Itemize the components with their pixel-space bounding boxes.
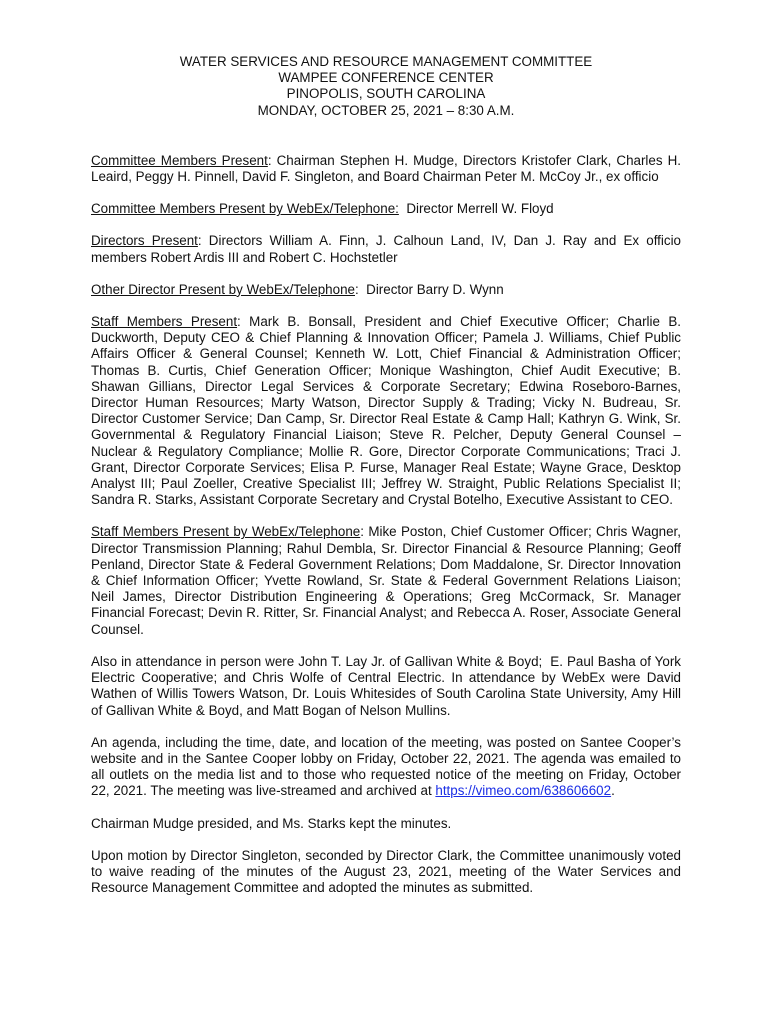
committee-members-webex bbox=[91, 201, 681, 217]
minutes-motion: Upon motion by Director Singleton, seconded by Director Clark, the Committee unanimously voted to waive reading of the minutes of the August 23, 2021, meeting of the Water Services and Resource Management Committee and adopted the minutes as submitted. bbox=[91, 847, 681, 896]
header-venue: WAMPEE CONFERENCE CENTER bbox=[278, 70, 494, 86]
header-date-time: MONDAY, OCTOBER 25, 2021 – 8:30 A.M. bbox=[257, 102, 515, 118]
directors-present-text: : Directors William A. Finn, J. Calhoun Land, IV, Dan J. Ray and Ex officio members Robert Ardis III and Robert C. Hochstetler bbox=[91, 233, 681, 265]
staff-webex-label: Staff Members Present by WebEx/Telephone bbox=[91, 524, 361, 540]
staff-present-label: Staff Members Present bbox=[91, 314, 238, 330]
document-page bbox=[91, 54, 685, 912]
committee-members-text: : Chairman Stephen H. Mudge, Directors Kristofer Clark, Charles H. Leaird, Peggy H. Pinnell, David F. Singleton, and Board Chairman Peter M. McCoy Jr., ex officio bbox=[91, 152, 681, 185]
agenda-text: An agenda, including the time, date, and location of the meeting, was posted on Santee Cooper’s website and in the Santee Cooper lobby on Friday, October 22, 2021. The agenda was emailed to all outlets on the media list and to those who requested notice of the meeting on Friday, October 22, 2021. The meeting was live-streamed and archived at bbox=[91, 734, 681, 799]
staff-webex-text: : Mike Poston, Chief Customer Officer; Chris Wagner, Director Transmission Planning; Rahul Dembla, Sr. Director Financial & Resource Planning; Geoff Penland, Director State & Federal Government Relations; Dom Maddalone, Sr. Director Innovation & Chief Information Officer; Yvette Rowland, Sr. State & Federal Government Relations Liaison; Neil James, Director Distribution Engineering & Operations; Greg McCormack, Sr. Manager Financial Forecast; Devin R. Ritter, Sr. Financial Analyst; and Rebecca A. Roser, Associate General Counsel. bbox=[91, 524, 681, 637]
agenda-notice bbox=[91, 735, 681, 800]
document-header bbox=[91, 54, 681, 119]
committee-members-present bbox=[91, 153, 681, 185]
other-director-label: Other Director Present by WebEx/Telephone bbox=[91, 281, 355, 297]
other-director-webex bbox=[91, 282, 681, 298]
staff-members-webex bbox=[91, 524, 681, 637]
staff-members-present bbox=[91, 314, 681, 508]
committee-members-label: Committee Members Present bbox=[91, 152, 268, 168]
committee-webex-text: Director Merrell W. Floyd bbox=[398, 201, 554, 217]
directors-present-label: Directors Present bbox=[91, 233, 198, 249]
directors-present bbox=[91, 233, 681, 265]
committee-webex-label: Committee Members Present by WebEx/Telephone: bbox=[91, 201, 399, 217]
also-in-attendance: Also in attendance in person were John T. Lay Jr. of Gallivan White & Boyd; E. Paul Basha of York Electric Cooperative; and Chris Wolfe of Central Electric. In attendance by WebEx were David Wathen of Willis Towers Watson, Dr. Louis Whitesides of South Carolina State University, Amy Hill of Gallivan White & Boyd, and Matt Bogan of Nelson Mullins. bbox=[91, 653, 685, 718]
vimeo-archive-link[interactable]: https://vimeo.com/638606602 bbox=[435, 783, 612, 799]
agenda-end: . bbox=[611, 783, 615, 799]
staff-present-text: : Mark B. Bonsall, President and Chief Executive Officer; Charlie B. Duckworth, Deputy CEO & Chief Planning & Innovation Officer; Pamela J. Williams, Chief Public Affairs Officer & General Counsel; Kenneth W. Lott, Chief Financial & Administration Officer; Thomas B. Curtis, Chief Generation Officer; Monique Washington, Chief Audit Executive; B. Shawan Gillians, Director Legal Services & Corporate Secretary; Edwina Roseboro-Barnes, Director Human Resources; Marty Watson, Director Supply & Trading; Vicky N. Budreau, Sr. Director Customer Service; Dan Camp, Sr. Director Real Estate & Camp Hall; Kathryn G. Wink, Sr. Governmental & Regulatory Financial Liaison; Steve R. Pelcher, Deputy General Counsel – Nuclear & Regulatory Compliance; Mollie R. Gore, Director Corporate Communications; Traci J. Grant, Director Corporate Services; Elisa P. Furse, Manager Real Estate; Wayne Grace, Desktop Analyst III; Paul Zoeller, Creative Specialist III; Jeffrey W. Straight, Public Relations Specialist II; Sandra R. Starks, Assistant Corporate Secretary and Crystal Botelho, Executive Assistant to CEO. bbox=[91, 314, 681, 508]
other-director-text: : Director Barry D. Wynn bbox=[354, 281, 504, 297]
presided-statement: Chairman Mudge presided, and Ms. Starks kept the minutes. bbox=[91, 815, 452, 831]
header-location: PINOPOLIS, SOUTH CAROLINA bbox=[286, 86, 486, 102]
header-committee-name: WATER SERVICES AND RESOURCE MANAGEMENT COMMITTEE bbox=[179, 54, 593, 69]
